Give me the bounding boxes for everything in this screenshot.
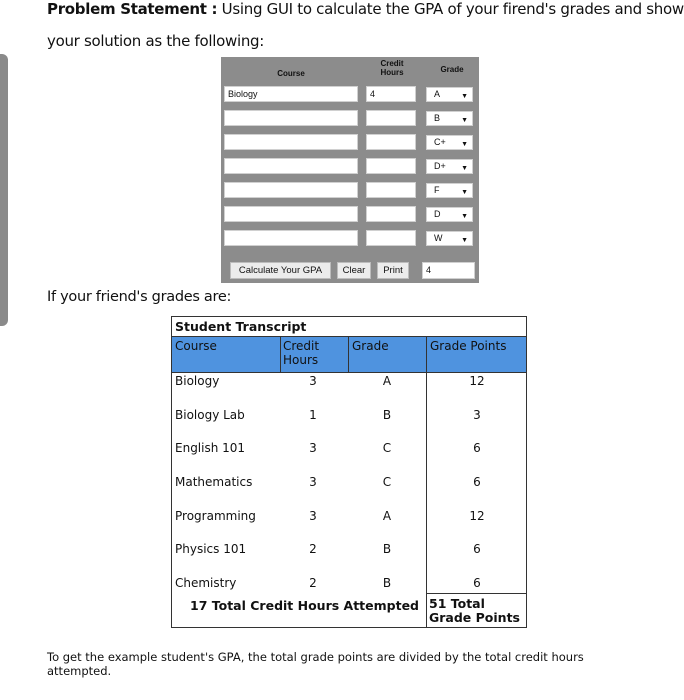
scrollbar[interactable] (0, 54, 8, 326)
transcript-title: Student Transcript (175, 319, 307, 334)
cell-credit-hours: 3 (309, 509, 317, 523)
transcript-header-row (172, 336, 526, 373)
print-button[interactable]: Print (377, 262, 409, 279)
chevron-down-icon: ▼ (461, 117, 468, 124)
grade-select-value: C+ (434, 137, 446, 147)
intro-text: If your friend's grades are: (47, 289, 232, 305)
credit-hours-input[interactable]: 4 (366, 86, 416, 102)
cell-grade: C (382, 475, 392, 489)
grade-select-value: W (434, 233, 443, 243)
cell-course: Chemistry (175, 576, 237, 590)
grade-select-value: F (434, 185, 440, 195)
cell-grade-points: 6 (473, 542, 481, 556)
credit-hours-input[interactable] (366, 134, 416, 150)
cell-credit-hours: 1 (309, 408, 317, 422)
problem-line2: your solution as the following: (47, 32, 265, 50)
grade-select[interactable] (426, 135, 473, 150)
course-input[interactable]: Biology (224, 86, 358, 102)
cell-grade: B (382, 408, 392, 422)
cell-course: Programming (175, 509, 256, 523)
grade-select-value: D+ (434, 161, 446, 171)
course-input[interactable] (224, 134, 358, 150)
cell-grade-points: 6 (473, 441, 481, 455)
course-input[interactable] (224, 230, 358, 246)
cell-course: Biology (175, 374, 220, 388)
cell-credit-hours: 2 (309, 576, 317, 590)
cell-course: Biology Lab (175, 408, 245, 422)
course-input[interactable] (224, 158, 358, 174)
row-divider (426, 593, 527, 594)
cell-grade-points: 12 (469, 374, 485, 388)
student-transcript-table (171, 316, 527, 628)
grade-select-value: D (434, 209, 441, 219)
header-grade-points: Grade Points (430, 339, 507, 353)
credit-hours-input[interactable] (366, 182, 416, 198)
course-input[interactable] (224, 182, 358, 198)
credit-hours-input[interactable] (366, 206, 416, 222)
credit-hours-input[interactable] (366, 230, 416, 246)
cell-credit-hours: 3 (309, 374, 317, 388)
gui-header-course: Course (277, 69, 305, 78)
grade-select[interactable] (426, 231, 473, 246)
col-divider (348, 336, 349, 372)
gpa-result-field[interactable]: 4 (422, 262, 475, 279)
problem-label: Problem Statement : (47, 0, 218, 18)
col-divider (426, 336, 427, 628)
grade-select[interactable] (426, 111, 473, 126)
cell-grade-points: 6 (473, 576, 481, 590)
gpa-calculator-form (221, 57, 479, 283)
chevron-down-icon: ▼ (461, 93, 468, 100)
header-credit-hours: Credit Hours (283, 339, 320, 367)
footer-note: To get the example student's GPA, the total grade points are divided by the total credit hours attempted. (47, 650, 584, 678)
cell-grade-points: 6 (473, 475, 481, 489)
total-credit-hours: 17 Total Credit Hours Attempted (190, 598, 420, 613)
course-input[interactable] (224, 206, 358, 222)
credit-hours-input[interactable] (366, 110, 416, 126)
chevron-down-icon: ▼ (461, 189, 468, 196)
grade-select[interactable] (426, 159, 473, 174)
cell-grade: A (382, 509, 392, 523)
grade-select[interactable] (426, 207, 473, 222)
cell-course: English 101 (175, 441, 246, 455)
grade-select[interactable] (426, 87, 473, 102)
grade-select-value: A (434, 89, 441, 99)
problem-line1: Using GUI to calculate the GPA of your firend's grades and show (217, 0, 684, 18)
cell-grade-points: 12 (469, 509, 485, 523)
header-grade: Grade (352, 339, 389, 353)
cell-credit-hours: 2 (309, 542, 317, 556)
cell-grade: B (382, 576, 392, 590)
header-course: Course (175, 339, 217, 353)
chevron-down-icon: ▼ (461, 165, 468, 172)
clear-button[interactable]: Clear (337, 262, 371, 279)
cell-credit-hours: 3 (309, 441, 317, 455)
cell-grade-points: 3 (473, 408, 481, 422)
cell-course: Physics 101 (175, 542, 247, 556)
chevron-down-icon: ▼ (461, 141, 468, 148)
calculate-gpa-button[interactable]: Calculate Your GPA (230, 262, 331, 279)
chevron-down-icon: ▼ (461, 237, 468, 244)
grade-select-value: B (434, 113, 441, 123)
chevron-down-icon: ▼ (461, 213, 468, 220)
cell-course: Mathematics (175, 475, 253, 489)
cell-grade: C (382, 441, 392, 455)
gui-header-grade: Grade (440, 65, 464, 74)
course-input[interactable] (224, 110, 358, 126)
grade-select[interactable] (426, 183, 473, 198)
credit-hours-input[interactable] (366, 158, 416, 174)
cell-credit-hours: 3 (309, 475, 317, 489)
gui-header-credit-hours: Credit Hours (380, 59, 404, 77)
col-divider (280, 336, 281, 372)
cell-grade: B (382, 542, 392, 556)
total-grade-points: 51 Total Grade Points (429, 596, 520, 625)
cell-grade: A (382, 374, 392, 388)
